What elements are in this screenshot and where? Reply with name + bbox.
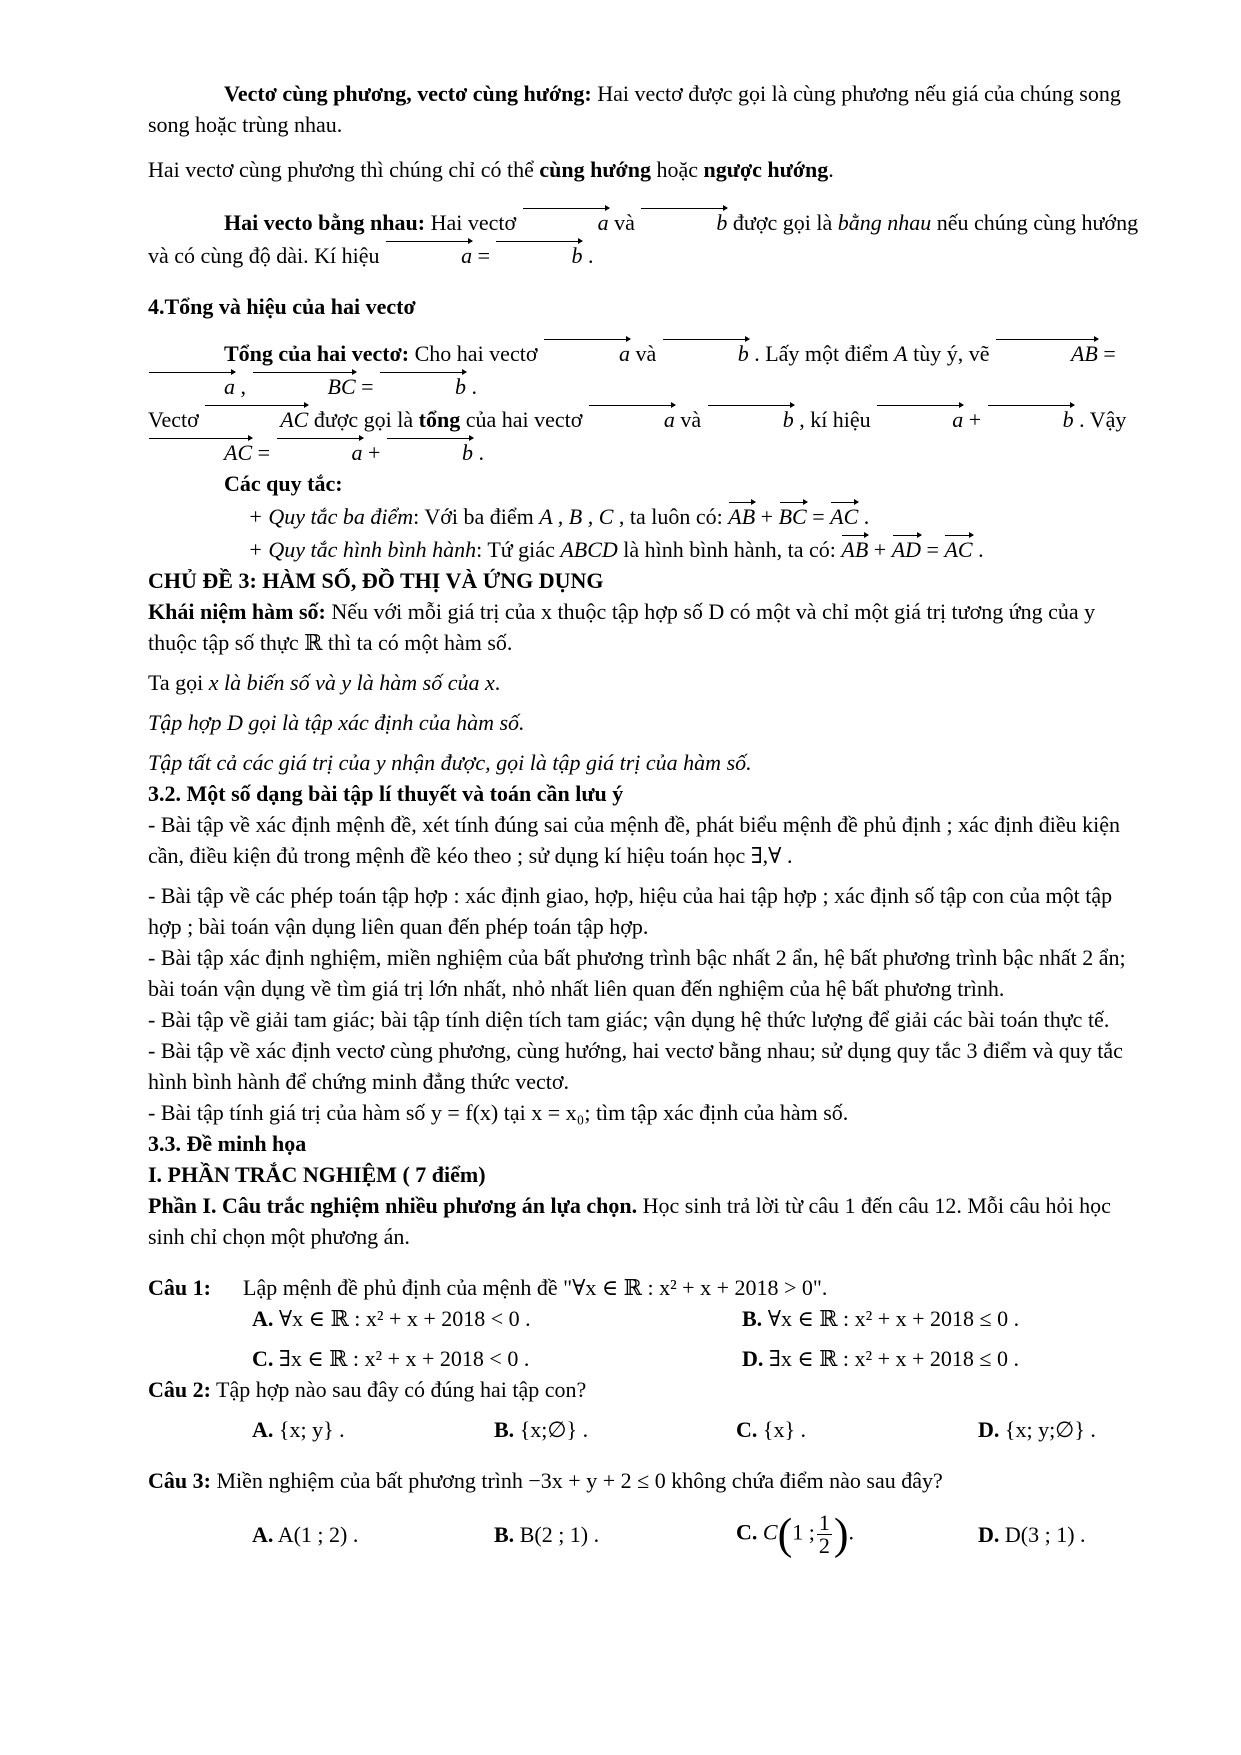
vector-a: a bbox=[276, 435, 363, 468]
paragraph-equal-vectors bbox=[148, 205, 1148, 271]
paragraph-variable bbox=[148, 667, 1148, 698]
term-opposite-direction: ngược hướng bbox=[703, 157, 829, 182]
rule-name: + Quy tắc ba điểm bbox=[248, 504, 414, 529]
text: tùy ý, vẽ bbox=[907, 341, 995, 366]
option-b[interactable] bbox=[494, 1519, 736, 1550]
option-c[interactable] bbox=[736, 1509, 978, 1559]
text: = bbox=[472, 243, 496, 268]
document-page bbox=[148, 78, 1148, 1557]
text: và bbox=[629, 341, 662, 366]
paren-right: ) bbox=[833, 1509, 849, 1559]
text: . Lấy một điểm bbox=[748, 341, 895, 366]
text: và bbox=[608, 210, 641, 235]
option-letter: B. bbox=[742, 1306, 763, 1331]
vector-a: a bbox=[522, 205, 609, 238]
text: , kí hiệu bbox=[793, 407, 877, 432]
option-letter: D. bbox=[742, 1346, 764, 1371]
vector-ac: AC bbox=[148, 435, 252, 468]
text: . bbox=[828, 157, 834, 182]
text: Cho hai vectơ bbox=[409, 341, 543, 366]
option-letter: A. bbox=[252, 1306, 274, 1331]
option-text: B(2 ; 1) . bbox=[519, 1522, 600, 1547]
paragraph-sum: Tổng của hai vectơ: Cho hai vectơ a và b . Lấy một điểm A tùy ý, vẽ AB = a , BC = b . Vectơ AC được gọi là tổng của hai vectơ a và b , kí hiệu a + b . Vậy AC = a + b . bbox=[148, 336, 1148, 468]
option-text: D(3 ; 1) . bbox=[1004, 1522, 1086, 1547]
text: : Với ba điểm bbox=[413, 504, 540, 529]
quad-abcd: ABCD bbox=[560, 537, 618, 562]
option-text: {x;∅} . bbox=[519, 1417, 589, 1442]
topic-3-title: CHỦ ĐỀ 3: HÀM SỐ, ĐỒ THỊ VÀ ỨNG DỤNG bbox=[148, 568, 604, 593]
section-3-2-title: 3.2. Một số dạng bài tập lí thuyết và toán cần lưu ý bbox=[148, 781, 624, 806]
vector-ab: AB bbox=[841, 532, 868, 565]
options bbox=[148, 1414, 1148, 1445]
rule-parallelogram: + Quy tắc hình bình hành: Tứ giác ABCD là hình bình hành, ta có: AB + AD = AC . bbox=[148, 532, 1148, 565]
vector-a: a bbox=[543, 336, 630, 369]
text: . Vậy bbox=[1073, 407, 1127, 432]
text: của hai vectơ bbox=[460, 407, 588, 432]
section-3-3-title: 3.3. Đề minh họa bbox=[148, 1131, 307, 1156]
text: hoặc bbox=[650, 157, 704, 182]
option-letter: C. bbox=[252, 1346, 274, 1371]
denominator: 2 bbox=[818, 1533, 830, 1558]
italic-term: bằng nhau bbox=[837, 210, 932, 235]
option-letter: B. bbox=[494, 1417, 515, 1442]
vector-ac: AC bbox=[204, 402, 308, 435]
vector-a: a bbox=[148, 369, 235, 402]
options bbox=[148, 1509, 1148, 1559]
option-text: C bbox=[762, 1519, 778, 1545]
text: Học sinh trả lời từ câu 1 đến câu 12. Mỗi câu hỏi học sinh chỉ chọn một phương án. bbox=[148, 1193, 1111, 1249]
term-equal-vectors: Hai vecto bằng nhau: bbox=[224, 210, 426, 235]
list-item: - Bài tập về xác định vectơ cùng phương, cùng hướng, hai vectơ bằng nhau; sử dụng quy tắc 3 điểm và quy tắc hình bình hành để chứng minh đẳng thức vectơ. bbox=[148, 1038, 1123, 1094]
option-d[interactable] bbox=[742, 1343, 1019, 1374]
option-letter: B. bbox=[494, 1522, 515, 1547]
rule-name: + Quy tắc hình bình hành bbox=[248, 537, 477, 562]
option-b[interactable] bbox=[742, 1303, 1019, 1334]
option-letter: A. bbox=[252, 1417, 274, 1442]
vector-bc: BC bbox=[252, 369, 356, 402]
list-item: - Bài tập tính giá trị của hàm số y = f(x) tại x = x₀; tìm tập xác định của hàm số. bbox=[148, 1100, 849, 1125]
paragraph-direction bbox=[148, 154, 1148, 185]
option-letter: C. bbox=[736, 1417, 758, 1442]
text: . bbox=[494, 670, 501, 695]
text: , ta luôn có: bbox=[613, 504, 729, 529]
list-item: - Bài tập xác định nghiệm, miền nghiệm của bất phương trình bậc nhất 2 ẩn, hệ bất phương trình bậc nhất 2 ẩn; bài toán vận dụng về tìm giá trị lớn nhất, nhỏ nhất liên quan đến nghiệm của hệ bất phương trình. bbox=[148, 945, 1126, 1001]
paragraph-range: Tập tất cả các giá trị của y nhận được, gọi là tập giá trị của hàm số. bbox=[148, 750, 752, 775]
vector-b: b bbox=[640, 205, 727, 238]
question-2 bbox=[148, 1374, 1148, 1445]
section-4-title: 4.Tổng và hiệu của hai vectơ bbox=[148, 294, 416, 319]
part-title: I. PHẦN TRẮC NGHIỆM ( 7 điểm) bbox=[148, 1162, 486, 1187]
part-1-instructions bbox=[148, 1190, 1148, 1252]
text: Nếu với mỗi giá trị của x thuộc tập hợp số D có một và chỉ một giá trị tương ứng của y thuộc tập số thực ℝ thì ta có một hàm số. bbox=[148, 599, 1096, 655]
option-text: ∃x ∈ ℝ : x² + x + 2018 ≤ 0 . bbox=[768, 1346, 1019, 1371]
text: Ta gọi bbox=[148, 670, 209, 695]
vector-ad: AD bbox=[892, 532, 921, 565]
list-item: - Bài tập về giải tam giác; bài tập tính diện tích tam giác; vận dụng hệ thức lượng để giải các bài toán thực tế. bbox=[148, 1007, 1110, 1032]
text: Hai vectơ bbox=[425, 210, 522, 235]
question-text: Miền nghiệm của bất phương trình −3x + y + 2 ≤ 0 không chứa điểm nào sau đây? bbox=[210, 1468, 943, 1493]
term-collinear: Vectơ cùng phương, vectơ cùng hướng: bbox=[224, 81, 592, 106]
vector-b: b bbox=[662, 336, 749, 369]
points: A , B , C bbox=[539, 504, 614, 529]
option-text: ∀x ∈ ℝ : x² + x + 2018 ≤ 0 . bbox=[767, 1306, 1020, 1331]
exercise-type-list bbox=[148, 809, 1148, 1128]
question-label: Câu 3: bbox=[148, 1468, 211, 1493]
option-letter: D. bbox=[978, 1417, 1000, 1442]
text: Hai vectơ cùng phương thì chúng chỉ có thể bbox=[148, 157, 540, 182]
vector-b: b bbox=[707, 402, 794, 435]
list-item: - Bài tập về các phép toán tập hợp : xác định giao, hợp, hiệu của hai tập hợp ; xác định số tập con của một tập hợp ; bài toán vận dụng liên quan đến phép toán tập hợp. bbox=[148, 883, 1113, 939]
term-tong: tổng bbox=[418, 407, 461, 432]
vector-b: b bbox=[379, 369, 466, 402]
option-text: . bbox=[848, 1519, 855, 1545]
term-sum: Tổng của hai vectơ: bbox=[224, 341, 410, 366]
option-letter: C. bbox=[736, 1519, 758, 1545]
rules-title: Các quy tắc: bbox=[224, 471, 343, 496]
option-a[interactable] bbox=[252, 1519, 494, 1550]
paragraph-function-definition bbox=[148, 596, 1148, 658]
paragraph-collinear bbox=[148, 78, 1148, 140]
option-text: ∃x ∈ ℝ : x² + x + 2018 < 0 . bbox=[278, 1346, 530, 1371]
term-function: Khái niệm hàm số: bbox=[148, 599, 326, 624]
question-text: Tập hợp nào sau đây có đúng hai tập con? bbox=[210, 1377, 587, 1402]
vector-ac: AC bbox=[944, 532, 972, 565]
text: và bbox=[674, 407, 707, 432]
rule-three-points: + Quy tắc ba điểm: Với ba điểm A , B , C , ta luôn có: AB + BC = AC . bbox=[148, 499, 1148, 532]
option-c[interactable] bbox=[736, 1414, 978, 1445]
option-text: A(1 ; 2) . bbox=[277, 1522, 359, 1547]
vector-a: a bbox=[588, 402, 675, 435]
term-same-direction: cùng hướng bbox=[539, 157, 651, 182]
option-text: 1 ; bbox=[792, 1519, 815, 1545]
option-letter: D. bbox=[978, 1522, 1000, 1547]
text: Vectơ bbox=[148, 407, 205, 432]
options bbox=[148, 1303, 1148, 1334]
option-letter: A. bbox=[252, 1522, 274, 1547]
vector-ab: AB bbox=[728, 499, 755, 532]
question-label: Câu 1: bbox=[148, 1275, 211, 1300]
paren-left: ( bbox=[777, 1509, 793, 1559]
paragraph-domain: Tập hợp D gọi là tập xác định của hàm số. bbox=[148, 710, 525, 735]
question-text: Lập mệnh đề phủ định của mệnh đề "∀x ∈ ℝ : x² + x + 2018 > 0". bbox=[243, 1275, 828, 1300]
text: Hai vectơ được gọi là cùng phương nếu giá của chúng song song hoặc trùng nhau. bbox=[148, 81, 1121, 137]
vector-b: b bbox=[495, 238, 582, 271]
part-1-label: Phần I. Câu trắc nghiệm nhiều phương án lựa chọn. bbox=[148, 1193, 638, 1218]
question-1 bbox=[148, 1272, 1148, 1374]
text: được gọi là bbox=[308, 407, 419, 432]
option-text: ∀x ∈ ℝ : x² + x + 2018 < 0 . bbox=[278, 1306, 531, 1331]
question-3 bbox=[148, 1465, 1148, 1557]
option-c[interactable] bbox=[252, 1343, 742, 1374]
vector-a: a bbox=[876, 402, 963, 435]
text: nếu chúng cùng hướng và có cùng độ dài. Kí hiệu bbox=[148, 210, 1139, 268]
question-label: Câu 2: bbox=[148, 1377, 211, 1402]
vector-b: b bbox=[987, 402, 1074, 435]
option-a[interactable] bbox=[252, 1303, 742, 1334]
option-text: {x} . bbox=[762, 1417, 807, 1442]
point-a: A bbox=[894, 341, 908, 366]
fraction bbox=[817, 1512, 832, 1557]
option-a[interactable] bbox=[252, 1414, 494, 1445]
vector-ab: AB bbox=[995, 336, 1098, 369]
option-text: {x; y;∅} . bbox=[1004, 1417, 1096, 1442]
list-item: - Bài tập về xác định mệnh đề, xét tính đúng sai của mệnh đề, phát biểu mệnh đề phủ định ; xác định điều kiện cần, điều kiện đủ trong mệnh đề kéo theo ; sử dụng kí hiệu toán học ∃,∀ . bbox=[148, 812, 1121, 868]
vector-bc: BC bbox=[779, 499, 807, 532]
vector-ac: AC bbox=[830, 499, 858, 532]
text: là hình bình hành, ta có: bbox=[617, 537, 842, 562]
option-b[interactable] bbox=[494, 1414, 736, 1445]
option-text: {x; y} . bbox=[278, 1417, 345, 1442]
vector-a: a bbox=[385, 238, 472, 271]
option-d[interactable] bbox=[978, 1414, 1096, 1445]
numerator: 1 bbox=[818, 1510, 830, 1535]
text: : Tứ giác bbox=[476, 537, 561, 562]
text: được gọi là bbox=[727, 210, 838, 235]
text: x là biến số và y là hàm số của x bbox=[208, 670, 495, 695]
text: . bbox=[582, 243, 594, 268]
options bbox=[148, 1343, 1148, 1374]
vector-b: b bbox=[386, 435, 473, 468]
option-d[interactable] bbox=[978, 1519, 1086, 1550]
